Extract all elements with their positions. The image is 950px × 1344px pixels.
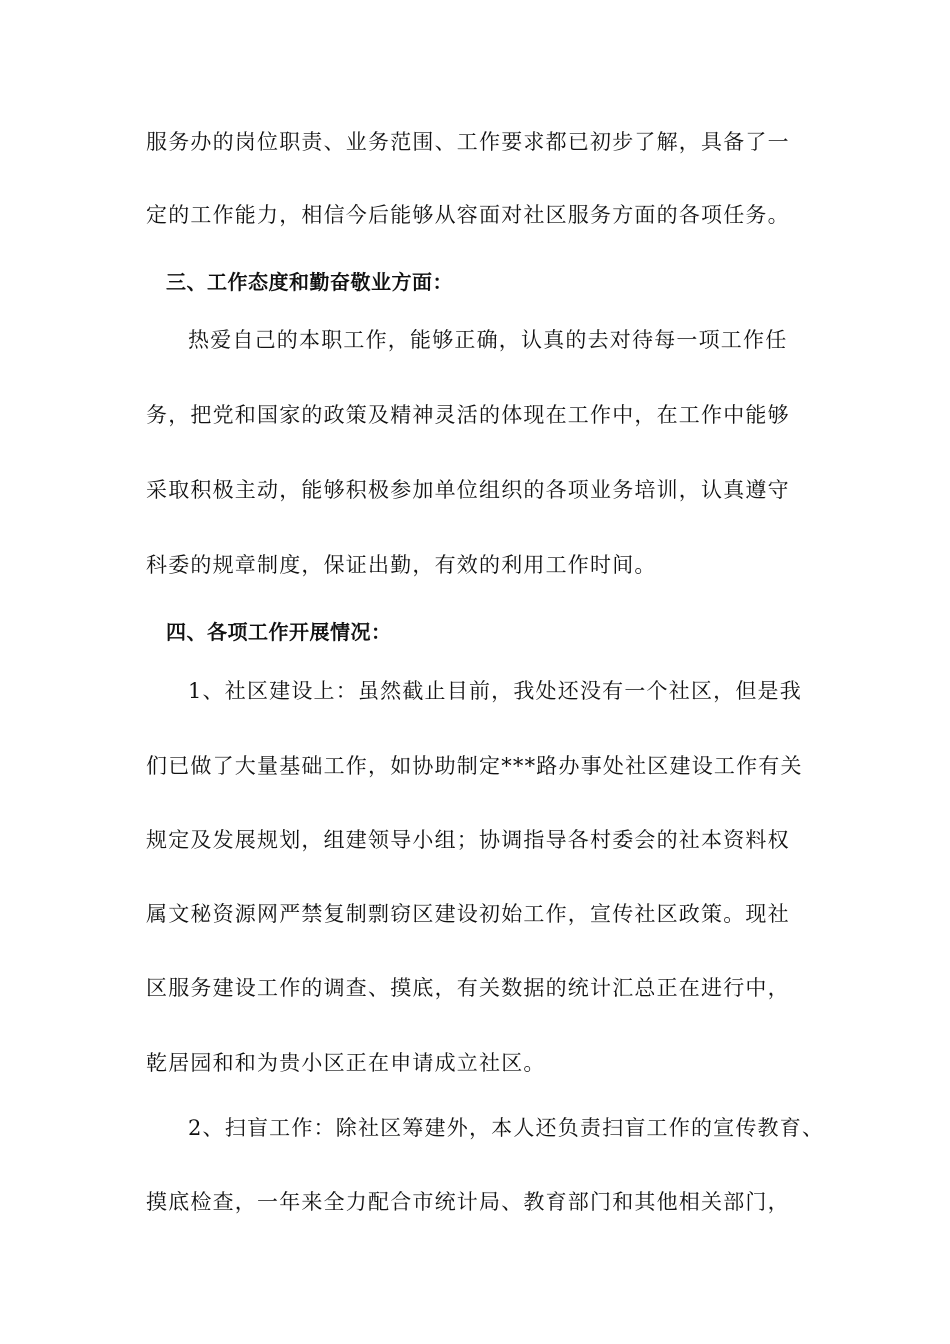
paragraph-line: 们已做了大量基础工作，如协助制定***路办事处社区建设工作有关 [146,754,803,778]
paragraph-line: 定的工作能力，相信今后能够从容面对社区服务方面的各项任务。 [146,203,790,227]
paragraph-line: 科委的规章制度，保证出勤，有效的利用工作时间。 [146,553,657,577]
paragraph-line: 务，把党和国家的政策及精神灵活的体现在工作中，在工作中能够 [146,403,790,427]
paragraph-line: 规定及发展规划，组建领导小组；协调指导各村委会的社本资料权 [146,828,790,852]
paragraph-line: 属文秘资源网严禁复制剽窃区建设初始工作，宣传社区政策。现社 [146,902,790,926]
paragraph-line: 采取积极主动，能够积极参加单位组织的各项业务培训，认真遵守 [146,478,790,502]
paragraph-line: 乾居园和和为贵小区正在申请成立社区。 [146,1051,546,1075]
paragraph-line: 摸底检查，一年来全力配合市统计局、教育部门和其他相关部门， [146,1190,790,1214]
paragraph-line: 热爱自己的本职工作，能够正确，认真的去对待每一项工作任 [188,328,788,352]
paragraph-line: 服务办的岗位职责、业务范围、工作要求都已初步了解，具备了一 [146,130,790,154]
paragraph-line: 1、社区建设上：虽然截止目前，我处还没有一个社区，但是我 [188,679,802,703]
paragraph-line: 2、扫盲工作：除社区筹建外，本人还负责扫盲工作的宣传教育、 [188,1116,825,1140]
paragraph-line: 区服务建设工作的调查、摸底，有关数据的统计汇总正在进行中， [146,976,790,1000]
section-heading-3: 三、工作态度和勤奋敬业方面： [166,270,453,294]
section-heading-4: 四、各项工作开展情况： [166,620,392,644]
